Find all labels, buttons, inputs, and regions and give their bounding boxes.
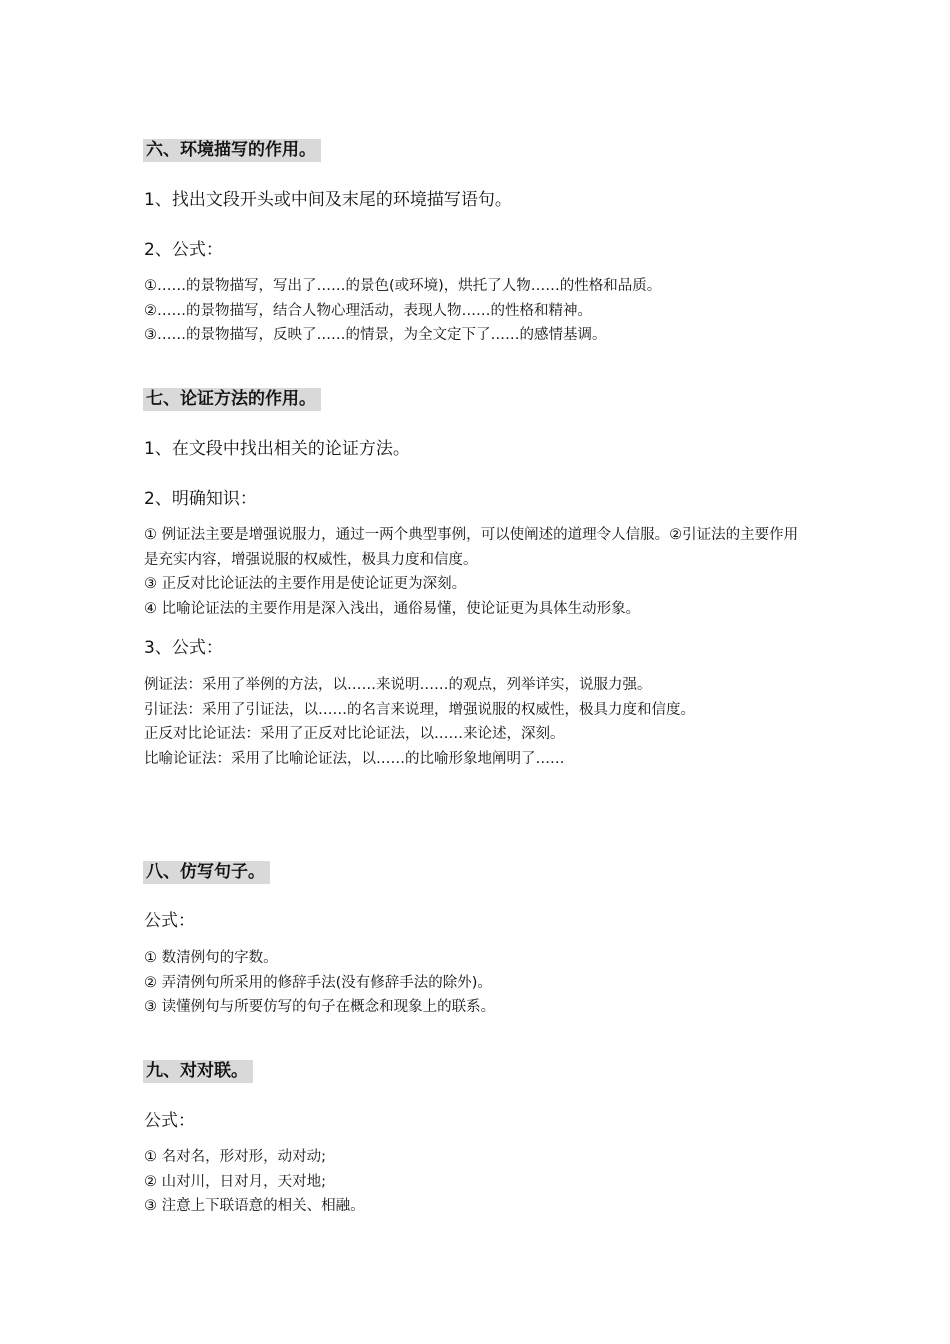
section-item: 1、找出文段开头或中间及末尾的环境描写语句。 bbox=[144, 190, 512, 210]
section-item: 公式： bbox=[144, 1111, 195, 1131]
section-heading-couplet: 九、对对联。 bbox=[143, 1060, 253, 1083]
section-heading-imitation: 八、仿写句子。 bbox=[143, 861, 270, 884]
formula-line: ①……的景物描写，写出了……的景色(或环境)，烘托了人物……的性格和品质。 bbox=[144, 278, 662, 294]
formula-line: ① 名对名，形对形，动对动; bbox=[144, 1149, 326, 1165]
formula-line: ① 数清例句的字数。 bbox=[144, 950, 278, 966]
formula-line: 例证法：采用了举例的方法，以……来说明……的观点，列举详实，说服力强。 bbox=[144, 677, 652, 693]
section-item: 公式： bbox=[144, 911, 195, 931]
section-item: 2、明确知识： bbox=[144, 489, 257, 509]
knowledge-list bbox=[144, 523, 804, 621]
formula-list bbox=[144, 946, 824, 1020]
section-heading-argument: 七、论证方法的作用。 bbox=[143, 388, 321, 411]
formula-line: 比喻论证法：采用了比喻论证法，以……的比喻形象地阐明了…… bbox=[144, 750, 565, 767]
formula-line: ③ 读懂例句与所要仿写的句子在概念和现象上的联系。 bbox=[144, 999, 496, 1015]
formula-line: ② 山对川，日对月，天对地; bbox=[144, 1173, 326, 1190]
knowledge-line: ④ 比喻论证法的主要作用是深入浅出，通俗易懂，使论证更为具体生动形象。 bbox=[144, 600, 641, 617]
section-heading-environment: 六、环境描写的作用。 bbox=[143, 139, 321, 162]
section-item: 3、公式： bbox=[144, 638, 223, 658]
formula-list bbox=[144, 673, 824, 771]
formula-line: ②……的景物描写，结合人物心理活动，表现人物……的性格和精神。 bbox=[144, 302, 592, 319]
knowledge-line: ① 例证法主要是增强说服力，通过一两个典型事例，可以使阐述的道理令人信服。②引证法的主要作用是充实内容，增强说服的权威性，极具力度和信度。 bbox=[144, 527, 799, 568]
formula-list bbox=[144, 1145, 824, 1219]
section-item: 2、公式： bbox=[144, 240, 223, 260]
formula-line: 正反对比论证法：采用了正反对比论证法，以……来论述，深刻。 bbox=[144, 726, 565, 742]
formula-list bbox=[144, 274, 824, 348]
formula-line: 引证法：采用了引证法，以……的名言来说理，增强说服的权威性，极具力度和信度。 bbox=[144, 701, 695, 718]
knowledge-line: ③ 正反对比论证法的主要作用是使论证更为深刻。 bbox=[144, 576, 467, 592]
formula-line: ③……的景物描写，反映了……的情景，为全文定下了……的感情基调。 bbox=[144, 327, 607, 343]
section-item: 1、在文段中找出相关的论证方法。 bbox=[144, 439, 410, 459]
formula-line: ② 弄清例句所采用的修辞手法(没有修辞手法的除外)。 bbox=[144, 974, 492, 991]
formula-line: ③ 注意上下联语意的相关、相融。 bbox=[144, 1198, 365, 1214]
